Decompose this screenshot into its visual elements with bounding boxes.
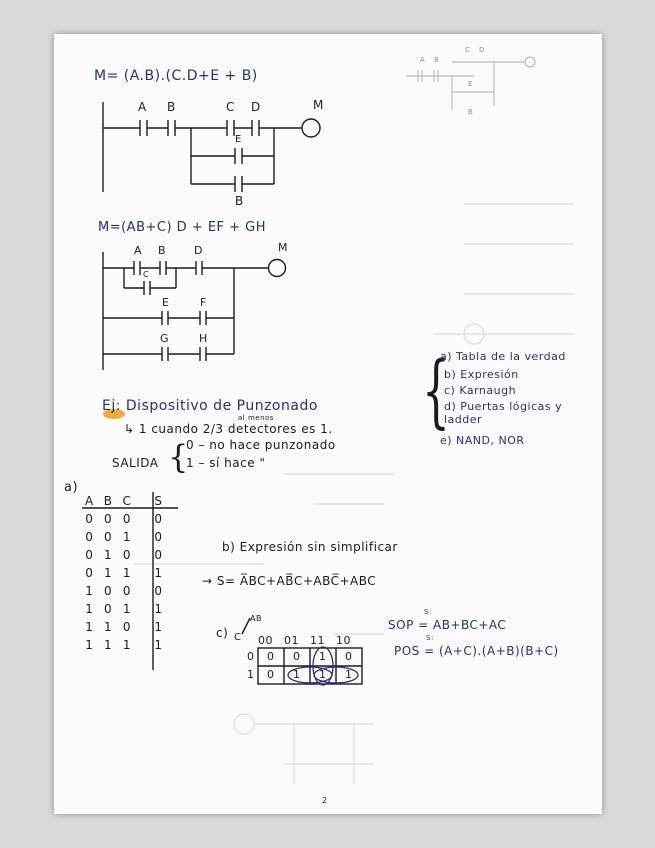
tt-cell: 1 xyxy=(104,620,113,634)
task-e: e) NAND, NOR xyxy=(440,434,525,447)
tt-cell: 0 xyxy=(122,620,131,634)
salida-0: 0 – no hace punzonado xyxy=(186,438,336,452)
tt-header-a: A xyxy=(85,494,94,508)
kmap-col-11: 11 xyxy=(310,634,325,647)
pos-result: POS = (A+C).(A+B)(B+C) xyxy=(394,644,559,658)
tt-cell: 0 xyxy=(85,530,94,544)
sketch-label-b: B xyxy=(434,56,440,64)
kmap-corner-c: C xyxy=(234,632,242,643)
sketch-label-c: C xyxy=(465,46,471,54)
sketch-label-e: E xyxy=(468,80,473,88)
tt-cell-s: 0 xyxy=(154,548,163,562)
exercise-line1: ↳ 1 cuando 2/3 detectores es 1. xyxy=(124,422,333,436)
kmap-col-10: 10 xyxy=(336,634,351,647)
sketch-label-d: D xyxy=(479,46,485,54)
ladder1-equation: M= (A.B).(C.D+E + B) xyxy=(94,68,258,84)
tt-cell: 0 xyxy=(85,548,94,562)
tt-cell-s: 1 xyxy=(154,566,163,580)
kmap-cell: 1 xyxy=(319,668,327,681)
ladder1-contact-d: D xyxy=(251,100,261,114)
ladder1-contact-b: B xyxy=(167,100,176,114)
salida-label: SALIDA xyxy=(112,456,159,470)
ladder1-contact-c: C xyxy=(226,100,235,114)
ladder2-contact-c: C xyxy=(143,270,150,279)
tt-cell: 1 xyxy=(104,638,113,652)
tt-cell: 0 xyxy=(122,548,131,562)
ladder1-contact-e: E xyxy=(235,134,242,145)
ladder2-equation: M=(AB+C) D + EF + GH xyxy=(98,220,267,235)
tt-cell-s: 0 xyxy=(154,530,163,544)
kmap-row-0: 0 xyxy=(247,650,255,663)
tt-header-s: S xyxy=(154,494,163,508)
kmap-col-00: 00 xyxy=(258,634,273,647)
kmap-cell: 0 xyxy=(345,650,353,663)
truth-table-part-label: a) xyxy=(64,480,79,495)
tt-cell-s: 1 xyxy=(154,602,163,616)
ladder2-contact-e: E xyxy=(162,296,170,309)
part-b-expression: → S= A̅BC+AB̅C+ABC̅+ABC xyxy=(202,574,377,588)
ladder2-contact-b: B xyxy=(158,244,167,257)
salida-1: 1 – sí hace " xyxy=(186,456,266,470)
tt-cell: 1 xyxy=(85,602,94,616)
tt-cell: 1 xyxy=(104,548,113,562)
sketch-label-a: A xyxy=(420,56,426,64)
salida-brace: { xyxy=(168,438,189,476)
page-number: 2 xyxy=(322,796,328,805)
tt-cell: 1 xyxy=(122,566,131,580)
kmap-cell: 0 xyxy=(267,650,275,663)
ladder1-coil-m: M xyxy=(313,98,324,112)
exercise-title: Ej: Dispositivo de Punzonado xyxy=(102,398,318,414)
sop-result: SOP = AB+BC+AC xyxy=(388,618,507,632)
tt-cell-s: 0 xyxy=(154,584,163,598)
sop-sup: S: xyxy=(424,608,432,616)
tt-cell: 0 xyxy=(85,566,94,580)
ladder1-contact-b2: B xyxy=(235,194,244,208)
exercise-superscript: al menos xyxy=(238,414,274,422)
kmap-corner-ab: AB xyxy=(250,614,262,623)
ladder2-contact-a: A xyxy=(134,244,143,257)
task-c: c) Karnaugh xyxy=(444,384,517,397)
part-b-title: b) Expresión sin simplificar xyxy=(222,540,398,554)
tt-cell-s: 1 xyxy=(154,638,163,652)
pos-sup: S: xyxy=(426,634,434,642)
tt-cell: 1 xyxy=(85,584,94,598)
ladder2-coil-m: M xyxy=(278,241,288,254)
tt-cell: 0 xyxy=(85,512,94,526)
task-a: a) Tabla de la verdad xyxy=(440,350,566,363)
tt-cell: 0 xyxy=(104,512,113,526)
ladder2-contact-g: G xyxy=(160,332,170,345)
ladder2-contact-f: F xyxy=(200,296,207,309)
tt-cell: 1 xyxy=(122,602,131,616)
kmap-cell: 1 xyxy=(319,650,327,663)
tt-cell-s: 1 xyxy=(154,620,163,634)
kmap-cell: 1 xyxy=(293,668,301,681)
tt-cell: 0 xyxy=(122,584,131,598)
ladder1-contact-a: A xyxy=(138,100,147,114)
tt-cell: 0 xyxy=(122,512,131,526)
kmap-cell: 0 xyxy=(293,650,301,663)
kmap-row-1: 1 xyxy=(247,668,255,681)
notebook-page xyxy=(54,34,602,814)
tt-cell-s: 0 xyxy=(154,512,163,526)
kmap-grid xyxy=(54,34,602,814)
tt-cell: 1 xyxy=(122,530,131,544)
kmap-cell: 1 xyxy=(345,668,353,681)
tt-header-b: B xyxy=(103,494,113,508)
task-b: b) Expresión xyxy=(444,368,519,381)
tt-cell: 1 xyxy=(122,638,131,652)
tt-header-c: C xyxy=(122,494,132,508)
sketch-label-b2: B xyxy=(468,108,474,116)
kmap-col-01: 01 xyxy=(284,634,299,647)
tt-cell: 0 xyxy=(104,584,113,598)
ladder2-contact-d: D xyxy=(194,244,203,257)
tasks-brace: { xyxy=(422,344,450,437)
kmap-cell: 0 xyxy=(267,668,275,681)
tt-cell: 0 xyxy=(104,602,113,616)
tt-cell: 0 xyxy=(104,530,113,544)
tt-cell: 1 xyxy=(85,620,94,634)
task-d: d) Puertas lógicas y ladder xyxy=(444,400,563,426)
ladder2-contact-h: H xyxy=(199,332,208,345)
tt-cell: 1 xyxy=(104,566,113,580)
kmap-part-label: c) xyxy=(216,626,229,640)
tt-cell: 1 xyxy=(85,638,94,652)
